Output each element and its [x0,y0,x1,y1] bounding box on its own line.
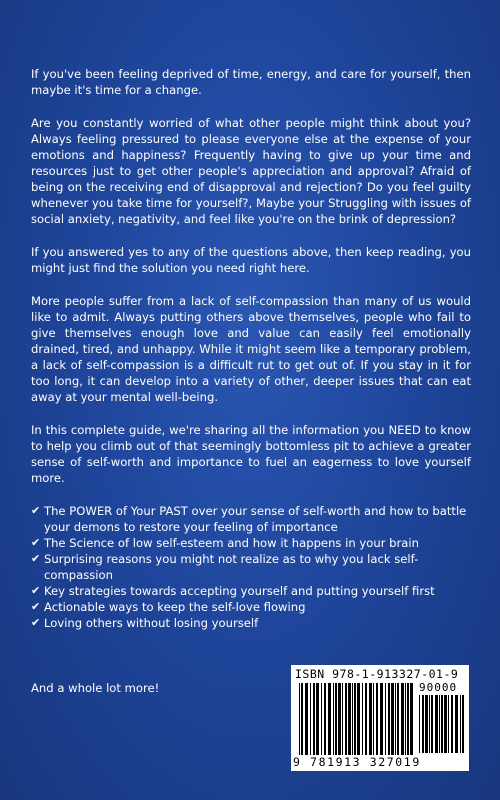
barcode-bar [391,683,394,755]
barcode-bar [305,683,308,755]
blurb-paragraph-5: In this complete guide, we're sharing all the information you NEED to know to help you climb out of that seemingly bottomless pit to achieve a greater sense of self-worth and importance to fuel an eagerness to love yourself more. [31,423,471,485]
barcode-bar [460,695,461,753]
checkmark-icon: ✔ [31,504,41,517]
checklist-item-text: Actionable ways to keep the self-love flowing [44,600,306,614]
barcode-bar [345,683,347,755]
barcode-bar [369,683,372,755]
barcode-bar [357,683,360,755]
checklist-item-text: Loving others without losing yourself [44,616,259,630]
ean-barcode-bars [299,683,415,755]
barcode-bar [373,683,374,755]
barcode-bar [405,683,406,755]
checklist-item [31,551,471,583]
barcode-bar [419,695,420,753]
barcode-bar [365,683,367,755]
blurb-paragraph-2: Are you constantly worried of what other people might think about you? Always feeling pressured to please everyone else at the expense of your emotions and happiness? Frequently having to give up your time and resources just to get other people's appreciation and approval? Afraid of being on the receiving end of disapproval and rejection? Do you feel guilty whenever you take time for yourself?, Maybe your Struggling with issues of social anxiety, negativity, and feel like you're on the brink of depression? [31,116,471,226]
checkmark-icon: ✔ [31,536,41,549]
barcode-bar [380,683,383,755]
barcode-bar [448,695,449,753]
barcode-bar [395,683,396,755]
barcode-bar [335,683,337,755]
barcode-bar [376,683,378,755]
checkmark-icon: ✔ [31,616,41,629]
barcode-bar [338,683,341,755]
barcode-bar [444,695,447,753]
barcode-bar [342,683,343,755]
barcode-bar [410,683,413,755]
barcode-bar [441,695,443,753]
checkmark-icon: ✔ [31,552,41,565]
barcode-bar [313,683,315,755]
barcode-bar [333,683,334,755]
checklist-item-text: The Science of low self-esteem and how it happens in your brain [44,536,419,550]
checklist-item [31,535,471,551]
checklist-item [31,583,471,599]
barcode-bar [431,695,433,753]
blurb-paragraph-3: If you answered yes to any of the questions above, then keep reading, you might just find the solution you need right here. [31,245,471,275]
barcode-bar [385,683,386,755]
barcode-bar [354,683,356,755]
barcode-bar [348,683,351,755]
barcode-bar [352,683,353,755]
checkmark-icon: ✔ [31,584,41,597]
checklist-item-text: Key strategies towards accepting yourself and putting yourself first [44,584,435,598]
barcode-bar [299,683,300,755]
barcode-bar [324,683,326,755]
barcode-bar [321,683,322,755]
barcode-bar [435,695,438,753]
barcode-bar [310,683,311,755]
closing-line: And a whole lot more! [31,681,160,695]
checklist-item [31,615,471,631]
barcode-bar [439,695,440,753]
checklist-item-text: The POWER of Your PAST over your sense of self-worth and how to battle your demons to restore your feeling of importance [44,504,467,534]
barcode-bar [425,695,428,753]
barcode-bar [451,695,453,753]
barcode-bar [388,683,390,755]
blurb-paragraph-1: If you've been feeling deprived of time, energy, and care for yourself, then maybe it's time for a change. [31,67,471,97]
checklist-item-text: Surprising reasons you might not realize as to why you lack self-compassion [44,552,419,582]
checkmark-icon: ✔ [31,600,41,613]
isbn-barcode [291,665,469,771]
addon-barcode-bars [419,695,465,753]
blurb [31,66,471,648]
barcode-bar [429,695,430,753]
isbn-label: ISBN 978-1-913327-01-9 [295,667,459,681]
checklist-item [31,599,471,615]
barcode-bar [362,683,363,755]
barcode-bar [328,683,331,755]
barcode-bar [301,683,303,755]
barcode-bar [397,683,399,755]
barcode-bar [455,695,458,753]
barcode-bar [316,683,319,755]
addon-digits: 90000 [419,681,458,694]
barcode-bar [462,695,464,753]
barcode-bar [422,695,424,753]
blurb-paragraph-4: More people suffer from a lack of self-compassion than many of us would like to admit. Always putting others above themselves, people who fail to give themselves enough love and value can easily feel emotionally drained, tired, and unhappy. While it might seem like a temporary problem, a lack of self-compassion is a difficult rut to get out of. If you stay in it for too long, it can develop into a variety of other, deeper issues that can eat away at your mental well-being. [31,294,471,404]
barcode-bar [401,683,404,755]
ean-digits: 9 781913 327019 [293,755,421,769]
benefits-checklist [31,503,471,631]
barcode-bar [407,683,409,755]
checklist-item [31,503,471,535]
